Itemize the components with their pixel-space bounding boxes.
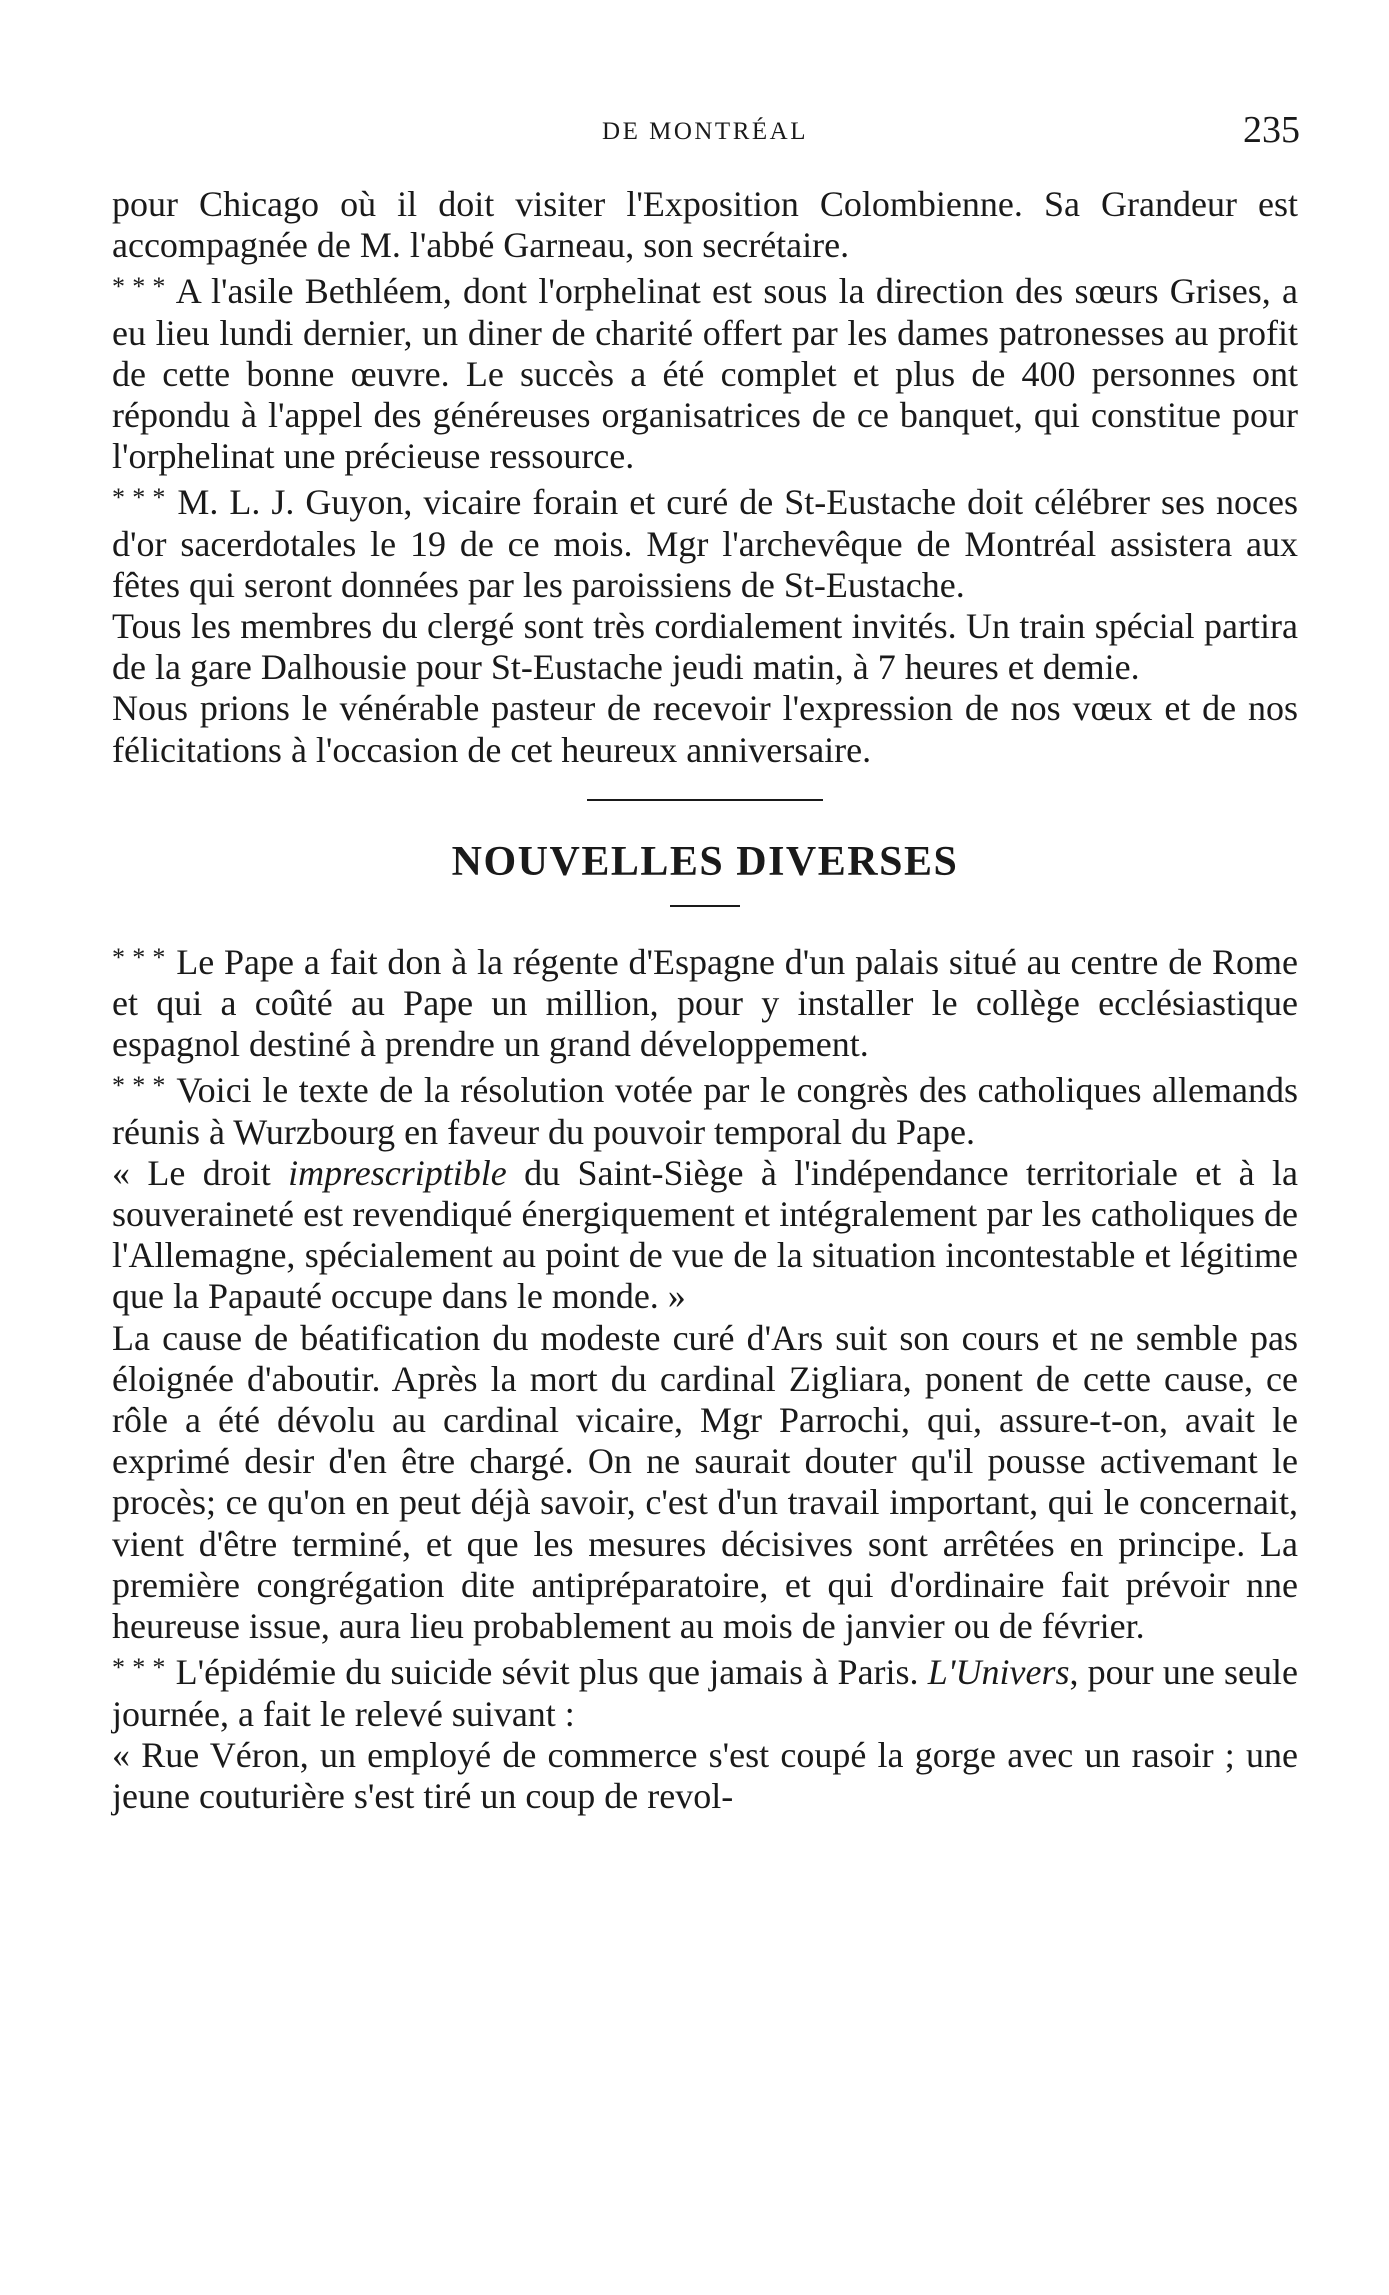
paragraph-text-end: , pour une seule journée, a fait le relevé suivant :	[112, 1652, 1299, 1734]
paragraph-text: A l'asile Bethléem, dont l'orphelinat est sous la direction des sœurs Grises, a eu lieu lundi dernier, un diner de charité offert par les dames patronesses au profit de cette bonne œuvre. Le succès a été complet et plus de 400 personnes ont répondu à l'appel des généreuses organisatrices de ce banquet, qui constitue pour l'orphelinat une précieuse ressource.	[112, 271, 1299, 477]
asterism: * * *	[112, 1653, 167, 1683]
paragraph-suicide	[112, 1647, 1298, 1734]
paragraph-rue-veron: « Rue Véron, un employé de commerce s'est coupé la gorge avec un rasoir ; une jeune couturière s'est tiré un coup de revol-	[112, 1734, 1298, 1816]
paragraph-chicago: pour Chicago où il doit visiter l'Exposition Colombienne. Sa Grandeur est accompagnée de M. l'abbé Garneau, son secrétaire.	[112, 184, 1298, 266]
paragraph-clerge: Tous les membres du clergé sont très cordialement invités. Un train spécial partira de la gare Dalhousie pour St-Eustache jeudi matin, à 7 heures et demie.	[112, 606, 1298, 688]
paragraph-resolution	[112, 1065, 1298, 1152]
section-title: NOUVELLES DIVERSES	[451, 838, 959, 885]
paragraph-voeux: Nous prions le vénérable pasteur de recevoir l'expression de nos vœux et de nos félicitations à l'occasion de cet heureux anniversaire.	[112, 688, 1298, 770]
paragraph-asile-bethleem	[112, 266, 1298, 477]
paragraph-text: Voici le texte de la résolution votée par le congrès des catholiques allemands réunis à Wurzbourg en faveur du pouvoir temporal du Pape.	[112, 1070, 1298, 1152]
running-head: DE MONTRÉAL	[602, 118, 808, 145]
italic-word: imprescriptible	[288, 1152, 507, 1193]
newspaper-title: L'Univers	[927, 1652, 1070, 1693]
paragraph-pape-palais	[112, 937, 1298, 1066]
paragraph-beatification: La cause de béatification du modeste curé d'Ars suit son cours et ne semble pas éloignée d'aboutir. Après la mort du cardinal Zigliara, ponent de cette cause, ce rôle a été dévolu au cardinal vicaire, Mgr Parrochi, qui, assure-t-on, avait le exprimé desir d'en être chargé. On ne saurait douter qu'il pousse activemant le procès; ce qu'on en peut déjà savoir, c'est d'un travail important, qui le concernait, vient d'être terminé, et que les mesures décisives sont arrêtées en principe. La première congrégation dite antipréparatoire, et qui d'ordinaire fait prévoir nne heureuse issue, aura lieu probablement au mois de janvier ou de février.	[112, 1317, 1298, 1647]
paragraph-text: Le Pape a fait don à la régente d'Espagne d'un palais situé au centre de Rome et qui a coûté au Pape un million, pour y installer le collège ecclésiastique espagnol destiné à prendre un grand développement.	[112, 941, 1299, 1065]
quote-start: « Le droit	[112, 1152, 289, 1193]
section-divider	[587, 799, 823, 801]
asterism: * * *	[112, 483, 167, 513]
page-body	[112, 184, 1298, 1817]
asterism: * * *	[112, 1071, 167, 1101]
title-underline	[670, 905, 740, 907]
paragraph-text: M. L. J. Guyon, vicaire forain et curé de St-Eustache doit célébrer ses noces d'or sacerdotales le 19 de ce mois. Mgr l'archevêque de Montréal assistera aux fêtes qui seront données par les paroissiens de St-Eustache.	[112, 482, 1299, 605]
paragraph-text: L'épidémie du suicide sévit plus que jamais à Paris.	[175, 1652, 928, 1693]
asterism: * * *	[112, 942, 167, 972]
asterism: * * *	[112, 272, 167, 302]
paragraph-guyon	[112, 477, 1298, 606]
page-header	[110, 108, 1300, 158]
paragraph-quotation	[112, 1153, 1298, 1318]
page-number: 235	[1243, 109, 1300, 151]
quote-rest: du Saint-Siège à l'indépendance territoriale et à la souveraineté est revendiqué énergiquement et intégralement par les catholiques de l'Allemagne, spécialement au point de vue de la situation incontestable et légitime que la Papauté occupe dans le monde. »	[112, 1152, 1298, 1317]
